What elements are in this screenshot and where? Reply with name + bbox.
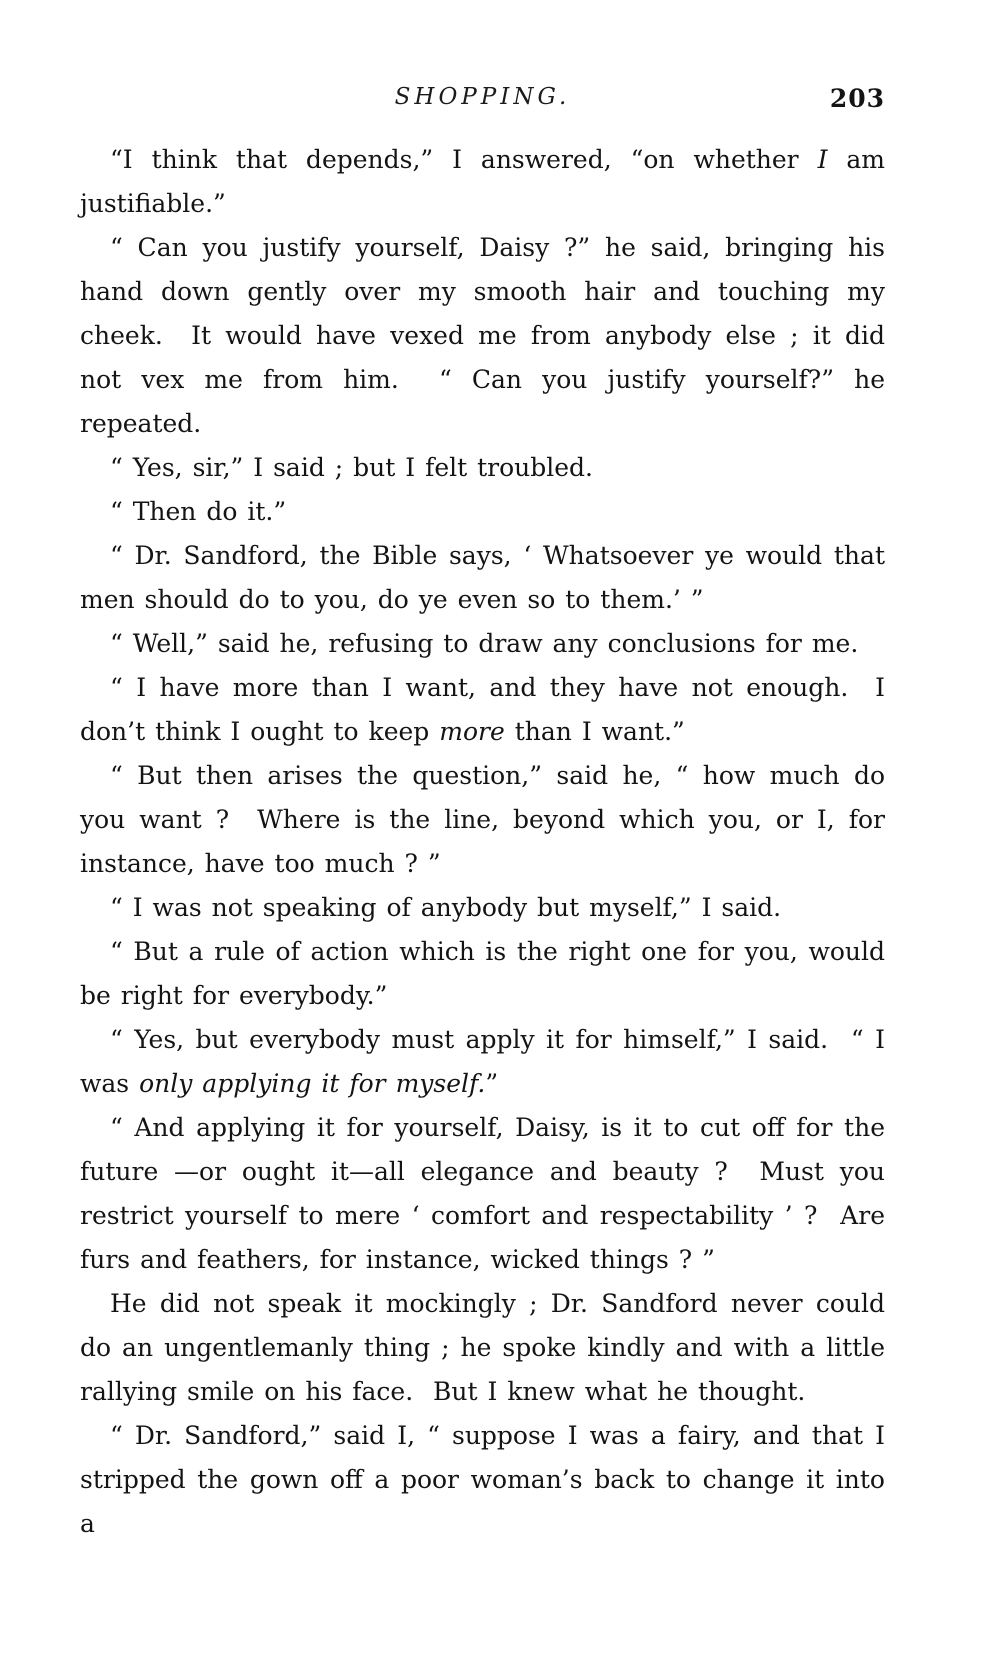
body-text: “ But a rule of action which is the right one for you, would be right for everybody.” bbox=[80, 937, 885, 1010]
italic-text: more bbox=[439, 717, 505, 746]
page-header bbox=[80, 80, 885, 122]
body-text: “ But then arises the question,” said he, “ how much do you want ? Where is the line, beyond which you, or I, for instance, have too much ? ” bbox=[80, 761, 885, 878]
italic-text: I bbox=[817, 145, 828, 174]
paragraph bbox=[80, 666, 885, 754]
body-text: “I think that depends,” I answered, “on whether bbox=[110, 145, 818, 174]
page-number: 203 bbox=[829, 84, 885, 113]
paragraph bbox=[80, 446, 885, 490]
paragraph bbox=[80, 490, 885, 534]
running-head-title: SHOPPING. bbox=[394, 84, 571, 110]
text-block bbox=[80, 138, 885, 1546]
body-text: than I want.” bbox=[504, 717, 685, 746]
paragraph bbox=[80, 1106, 885, 1282]
paragraph bbox=[80, 1018, 885, 1106]
paragraph bbox=[80, 1282, 885, 1414]
body-text: “ Then do it.” bbox=[110, 497, 287, 526]
body-text: ” bbox=[485, 1069, 499, 1098]
paragraph bbox=[80, 226, 885, 446]
body-text: “ I have more than I want, and they have not enough. I don’t think I ought to keep bbox=[80, 673, 885, 746]
paragraph bbox=[80, 622, 885, 666]
paragraph bbox=[80, 754, 885, 886]
body-text: “ And applying it for yourself, Daisy, is it to cut off for the future —or ought it—all elegance and beauty ? Must you restrict yourself to mere ‘ comfort and respectability ’ ? Are furs and feathers, for instance, wicked things ? ” bbox=[80, 1113, 885, 1274]
paragraph bbox=[80, 1414, 885, 1546]
body-text: “ Dr. Sandford, the Bible says, ‘ Whatsoever ye would that men should do to you, do ye even so to them.’ ” bbox=[80, 541, 885, 614]
body-text: am justifiable.” bbox=[80, 145, 886, 218]
italic-text: only applying it for myself. bbox=[139, 1069, 486, 1098]
paragraph bbox=[80, 138, 885, 226]
body-text: “ Yes, but everybody must apply it for himself,” I said. “ I was bbox=[80, 1025, 885, 1098]
body-text: “ Well,” said he, refusing to draw any conclusions for me. bbox=[110, 629, 859, 658]
body-text: He did not speak it mockingly ; Dr. Sandford never could do an ungentlemanly thing ; he spoke kindly and with a little rallying smile on his face. But I knew what he thought. bbox=[80, 1289, 885, 1406]
paragraph bbox=[80, 534, 885, 622]
body-text: “ Dr. Sandford,” said I, “ suppose I was a fairy, and that I stripped the gown off a poor woman’s back to change it into a bbox=[80, 1421, 885, 1538]
body-text: “ I was not speaking of anybody but myself,” I said. bbox=[110, 893, 782, 922]
body-text: “ Can you justify yourself, Daisy ?” he said, bringing his hand down gently over my smooth hair and touching my cheek. It would have vexed me from anybody else ; it did not vex me from him. “ Can you justify yourself?” he repeated. bbox=[80, 233, 885, 438]
paragraph bbox=[80, 886, 885, 930]
body-text: “ Yes, sir,” I said ; but I felt troubled. bbox=[110, 453, 594, 482]
paragraph bbox=[80, 930, 885, 1018]
